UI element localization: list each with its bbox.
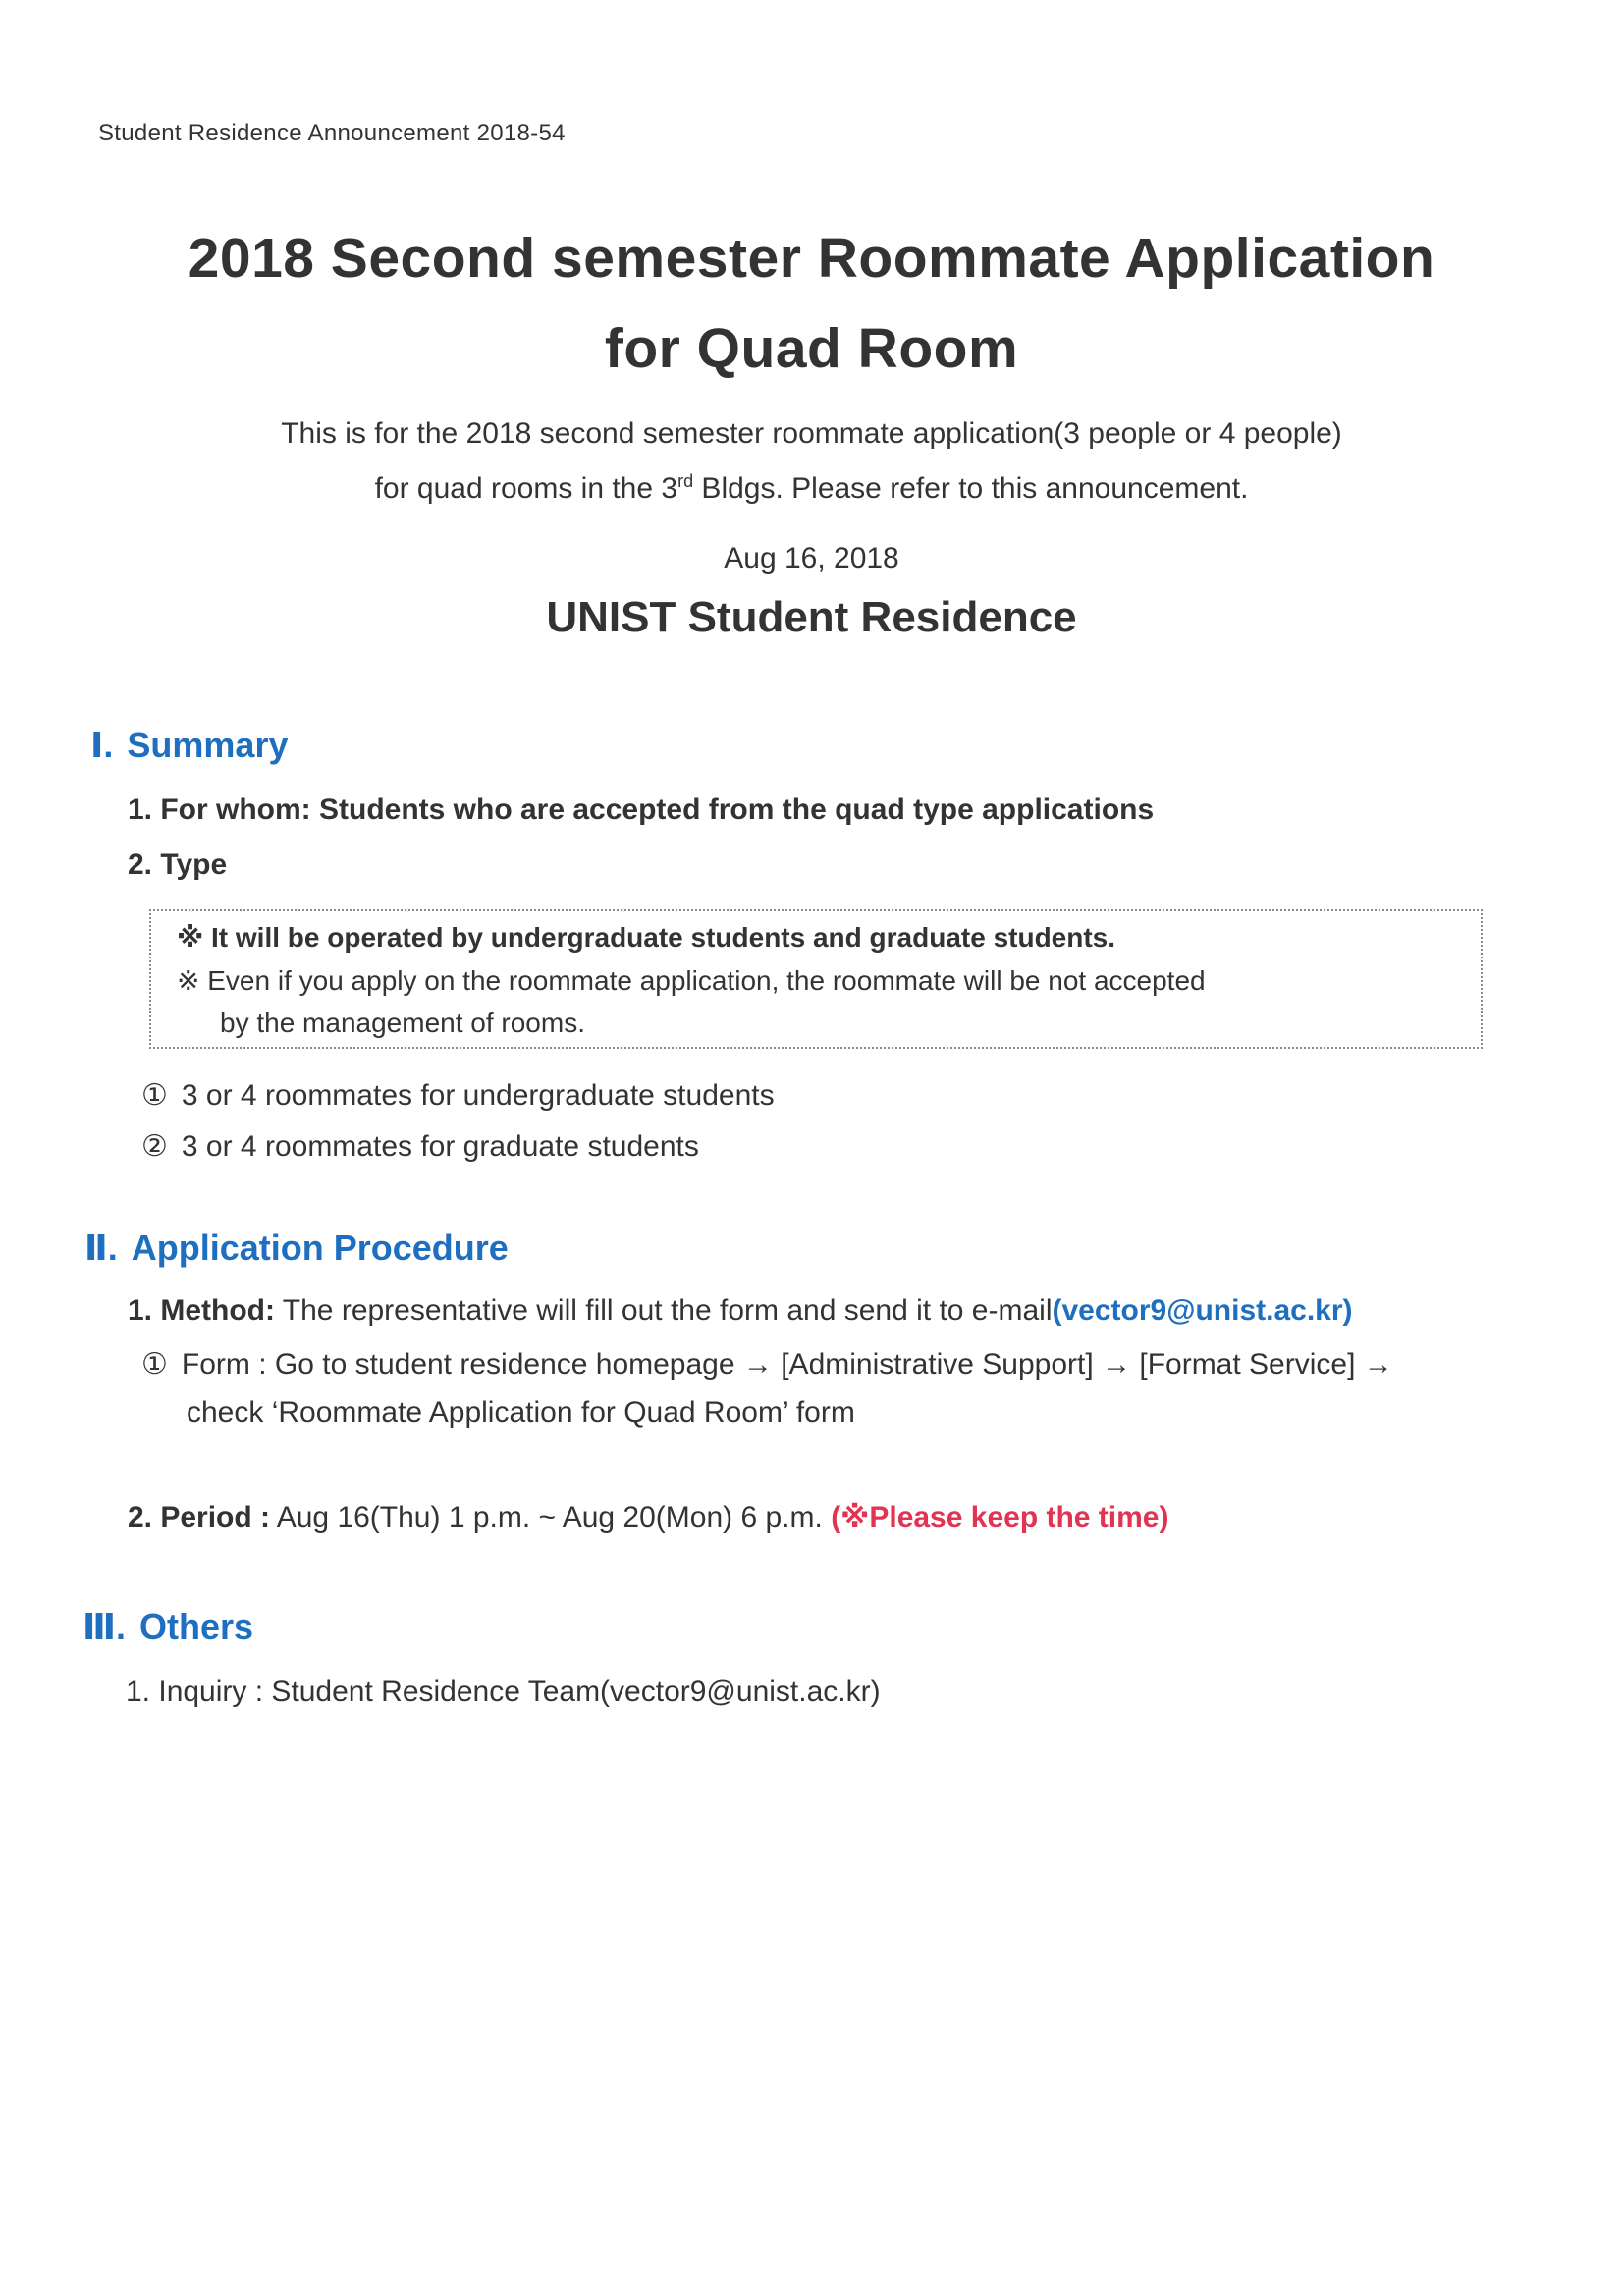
procedure-period (128, 1501, 1168, 1535)
period-label: 2. Period : (128, 1502, 271, 1534)
others-inquiry: 1. Inquiry : Student Residence Team(vector9@unist.ac.kr) (126, 1675, 881, 1708)
title-line-1: 2018 Second semester Roommate Application (188, 227, 1435, 290)
section-number: Ⅲ. (82, 1607, 127, 1647)
section-number: Ⅰ. (90, 725, 114, 765)
section-procedure-heading (84, 1228, 509, 1269)
notice-line-2: ※ Even if you apply on the roommate application, the roommate will be not accepted (177, 965, 1206, 996)
method-label: 1. Method: (128, 1294, 275, 1327)
period-note: (※Please keep the time) (831, 1502, 1169, 1534)
circled-number-1: ① (141, 1079, 168, 1112)
procedure-form-continued: check ‘Roommate Application for Quad Room’ form (187, 1396, 855, 1429)
method-email: (vector9@unist.ac.kr) (1052, 1294, 1353, 1327)
announcement-number: Student Residence Announcement 2018-54 (98, 120, 566, 146)
procedure-method (128, 1294, 1353, 1328)
type-option-text: 3 or 4 roommates for graduate students (181, 1130, 699, 1163)
notice-box (149, 909, 1483, 1049)
circled-number-1: ① (141, 1348, 168, 1381)
notice-line-3: by the management of rooms. (220, 1008, 585, 1038)
section-title: Application Procedure (131, 1228, 509, 1268)
intro-superscript: rd (677, 471, 694, 491)
intro-line-2 (0, 458, 1623, 513)
intro-line-1: This is for the 2018 second semester roommate application(3 people or 4 people) (281, 417, 1342, 450)
summary-type: 2. Type (128, 848, 228, 881)
section-title: Others (139, 1607, 254, 1647)
period-text: Aug 16(Thu) 1 p.m. ~ Aug 20(Mon) 6 p.m. (270, 1502, 832, 1534)
intro-line-2-after: Bldgs. Please refer to this announcement. (693, 472, 1249, 505)
form-line-1: Form : Go to student residence homepage → [Administrative Support] → [Format Service] → (181, 1348, 1393, 1381)
section-title: Summary (127, 725, 289, 765)
procedure-form (141, 1347, 1393, 1382)
type-option-graduate (141, 1129, 699, 1164)
circled-number-2: ② (141, 1130, 168, 1163)
title-line-2: for Quad Room (604, 317, 1019, 380)
summary-for-whom: 1. For whom: Students who are accepted from the quad type applications (128, 793, 1155, 826)
announcement-date: Aug 16, 2018 (724, 542, 899, 574)
section-summary-heading (90, 725, 288, 766)
section-number: Ⅱ. (84, 1228, 118, 1268)
notice-line-1: ※ It will be operated by undergraduate students and graduate students. (177, 922, 1116, 953)
intro-line-2-before: for quad rooms in the 3 (374, 472, 678, 505)
type-option-undergraduate (141, 1078, 775, 1113)
type-option-text: 3 or 4 roommates for undergraduate students (181, 1079, 775, 1112)
intro-paragraph (0, 410, 1623, 513)
section-others-heading (82, 1607, 253, 1648)
organization-name: UNIST Student Residence (546, 593, 1077, 641)
method-text: The representative will fill out the form and send it to e-mail (275, 1294, 1053, 1327)
